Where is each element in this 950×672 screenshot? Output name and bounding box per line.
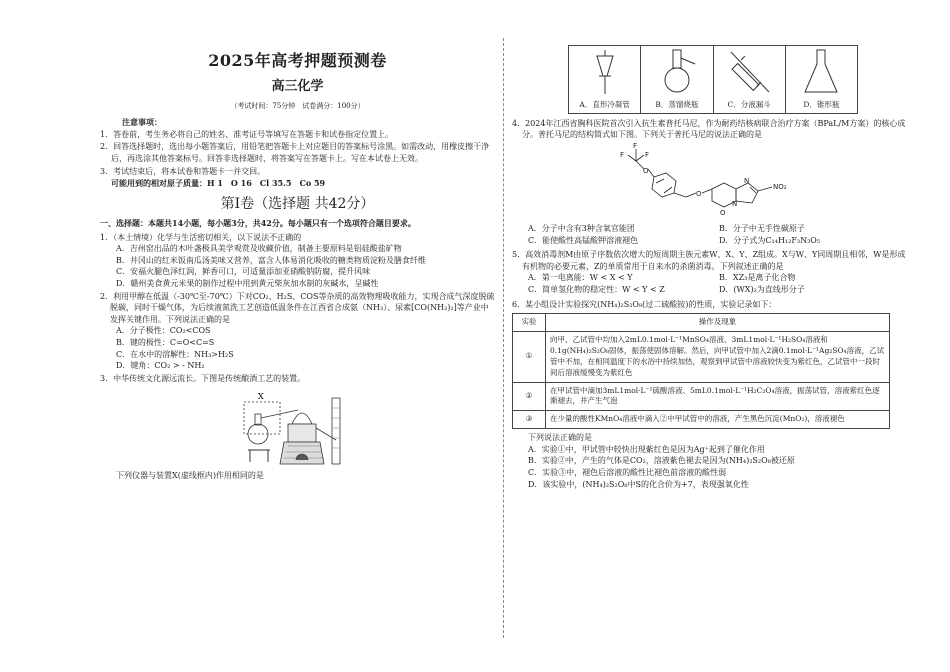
q2-option-b: B．键的极性：C=O<C=S bbox=[116, 337, 215, 347]
condenser-icon bbox=[725, 48, 773, 96]
exam-info: （考试时间：75分钟 试卷满分：100分） bbox=[230, 102, 365, 111]
experiment-text: 在少量的酸性KMnO₄溶液中滴入②中甲试管中的溶液，产生黑色沉淀(MnO₂)，溶液褪色 bbox=[546, 411, 890, 429]
paper-title: 2025年高考押题预测卷 bbox=[208, 51, 387, 70]
question-2-stem: 2．利用甲醇在低温（-30℃至-70℃）下对CO₂、H₂S、COS等杂质的高效物理吸收能力，实现合成气深度脱硫脱碳，同时干燥气体，为后续液氮洗工艺创造低温条件在江西省合成氨（NH₃）、尿素[CO(NH₂)₂]等产业中发挥关键作用。下列说法正确的是 bbox=[100, 291, 495, 324]
q1-option-b: B．井冈山的红米饭南瓜汤美味又营养，富含人体易消化吸收的糖类物质淀粉及膳食纤维 bbox=[116, 255, 426, 265]
q2-option-d: D．键角：CO₂ > - NH₂ bbox=[116, 361, 205, 371]
experiment-text: 在甲试管中滴加3mL1mol·L⁻¹硫酸溶液、5mL0.1mol·L⁻¹H₂C₂O₄溶液，振荡试管，溶液紫红色逐渐褪去，并产生气泡 bbox=[546, 382, 890, 411]
experiment-text: 向甲、乙试管中均加入2mL0.1mol·L⁻¹MnSO₄溶液、3mL1mol·L⁻¹H₂SO₄溶液和0.1g(NH₄)₂S₂O₈固体，振荡使固体溶解。然后，向甲试管中加入2滴0.1mol·L⁻¹Ag₂SO₄溶液，乙试管中不加，在相同温度下的水浴中持续加热，观察到甲试管中溶液较快变为紫红色，乙试管中一段时间后溶液缓慢变为紫红色 bbox=[546, 332, 890, 383]
oxygen-label: O bbox=[720, 209, 726, 218]
experiment-id: ② bbox=[513, 382, 546, 411]
notice-list bbox=[100, 129, 495, 190]
atomic-masses: 可能用到的相对原子质量：H 1 O 16 Cl 35.5 Co 59 bbox=[111, 178, 326, 189]
table-header-cell: 操作及现象 bbox=[546, 314, 890, 332]
left-column bbox=[100, 45, 495, 482]
apparatus-label-a: A．直形冷凝管 bbox=[579, 100, 630, 109]
q4-option-d: D．分子式为C₁₄H₁₂F₃N₃O₅ bbox=[719, 235, 821, 245]
brewing-apparatus-drawing bbox=[240, 388, 355, 466]
question-3-stem: 3．中华传统文化源远流长。下图是传统酿酒工艺的装置。 bbox=[100, 373, 306, 383]
q6-option-d: D．该实验中，(NH₄)₂S₂O₈中S的化合价为+7，表现强氧化性 bbox=[528, 479, 749, 489]
paper-subtitle: 高三化学 bbox=[271, 79, 324, 95]
q6-option-b: B．实验②中，产生的气体是CO₂，溶液紫色褪去是因为(NH₄)₂S₂O₈被还原 bbox=[528, 456, 795, 466]
nitrogen-label: N bbox=[732, 200, 738, 209]
experiment-id: ① bbox=[513, 332, 546, 383]
notice-heading: 注意事项： bbox=[122, 117, 162, 128]
table-row bbox=[513, 382, 890, 411]
q4-option-c: C．能使酸性高锰酸钾溶液褪色 bbox=[528, 235, 639, 245]
right-column bbox=[512, 45, 910, 490]
part-title: 第Ⅰ卷（选择题 共42分） bbox=[220, 195, 375, 212]
apparatus-options-table bbox=[568, 45, 858, 114]
fluorine-label: F bbox=[633, 143, 638, 151]
experiment-id: ③ bbox=[513, 411, 546, 429]
notice-item: 1．答卷前，考生务必将自己的姓名、准考证号等填写在答题卡和试卷指定位置上。 bbox=[100, 129, 394, 139]
distillation-flask-icon bbox=[657, 48, 697, 96]
q1-option-a: A．吉州窑出品的木叶盏极具美学观赏及收藏价值，制备主要原料是铝硅酸盐矿物 bbox=[116, 244, 402, 254]
q5-options bbox=[528, 272, 910, 295]
table-row bbox=[513, 332, 890, 383]
q2-option-a: A．分子极性：CO₂<COS bbox=[116, 326, 211, 336]
apparatus-label-d: D．锥形瓶 bbox=[803, 100, 840, 109]
apparatus-option-d bbox=[785, 46, 857, 114]
column-divider bbox=[503, 38, 504, 638]
q2-option-c: C．在水中的溶解性：NH₃>H₂S bbox=[116, 349, 234, 359]
question-6-stem: 6．某小组设计实验探究(NH₄)₂S₂O₈(过二硫酸铵)的性质，实验记录如下： bbox=[512, 299, 777, 309]
q1-option-d: D．赣州美食黄元米果的制作过程中用到黄元柴灰加水制的灰碱水，呈碱性 bbox=[116, 279, 379, 288]
q5-option-d: D．(WX)₂为直线形分子 bbox=[719, 285, 805, 295]
question-6-prompt: 下列说法正确的是 bbox=[528, 433, 592, 443]
apparatus-label-b: B．蒸馏烧瓶 bbox=[655, 100, 699, 109]
separatory-funnel-icon bbox=[585, 48, 625, 96]
notice-item: 2．回答选择题时，选出每小题答案后，用铅笔把答题卡上对应题目的答案标号涂黑。如需改动，用橡皮擦干净后，再选涂其他答案标号。回答非选择题时，将答案写在答题卡上。写在本试卷上无效。 bbox=[100, 142, 490, 163]
apparatus-option-b bbox=[641, 46, 713, 114]
fig-label-x: X bbox=[258, 392, 264, 402]
notice-item: 3．考试结束后，将本试卷和答题卡一并交回。 bbox=[100, 166, 266, 176]
q1-option-c: C．安福火腿色泽红润，鲜香可口，可适量添加亚硝酸钠防腐，提升风味 bbox=[116, 267, 371, 277]
pretomanid-structure bbox=[616, 143, 806, 223]
question-3-prompt: 下列仪器与装置X(虚线框内)作用相同的是 bbox=[116, 471, 264, 481]
q6-option-c: C．实验③中，褪色后溶液的酸性比褪色前溶液的酸性弱 bbox=[528, 468, 727, 477]
q5-option-b: B．XZ₃是离子化合物 bbox=[719, 273, 796, 283]
question-1-stem: 1．（本土情境）化学与生活密切相关，以下说法不正确的 bbox=[100, 232, 302, 242]
q4-option-b: B．分子中无手性碳原子 bbox=[719, 224, 805, 234]
nitrogen-label: N bbox=[744, 177, 750, 186]
fluorine-label: F bbox=[620, 151, 625, 160]
oxygen-label: O bbox=[696, 190, 702, 199]
q4-option-a: A．分子中含有3种含氧官能团 bbox=[528, 224, 635, 234]
question-4-stem: 4．2024年江西省胸科医院首次引入抗生素普托马尼，作为耐药结核病联合治疗方案（BPaL/M方案）的核心成分。普托马尼的结构简式如下图。下列关于普托马尼的说法正确的是 bbox=[512, 118, 906, 140]
q6-option-a: A．实验①中，甲试管中较快出现紫红色是因为Ag⁺起到了催化作用 bbox=[528, 444, 765, 454]
brewing-apparatus-figure bbox=[240, 388, 355, 466]
table-header-cell: 实验 bbox=[513, 314, 546, 332]
apparatus-option-a bbox=[569, 46, 641, 114]
table-row bbox=[513, 411, 890, 429]
conical-flask-icon bbox=[801, 48, 841, 96]
apparatus-option-c bbox=[713, 46, 785, 114]
apparatus-label-c: C．分液漏斗 bbox=[727, 100, 771, 109]
question-5-stem: 5．高效消毒剂M由原子序数依次增大的短周期主族元素W、X、Y、Z组成。X与W、Y同周期且相邻，W是形成有机物的必要元素，Z的单质常用于自来水的杀菌消毒。下列叙述正确的是 bbox=[512, 250, 906, 271]
q4-options bbox=[528, 223, 910, 246]
section-intro: 一、选择题：本题共14小题，每小题3分，共42分。每小题只有一个选项符合题目要求。 bbox=[100, 218, 416, 229]
fluorine-label: F bbox=[645, 151, 650, 160]
q5-option-a: A．第一电离能：W < X < Y bbox=[528, 273, 633, 283]
nitro-group-label: NO₂ bbox=[773, 183, 787, 192]
table-header-row bbox=[513, 314, 890, 332]
experiment-table bbox=[512, 313, 890, 429]
q5-option-c: C．简单氢化物的稳定性：W < Y < Z bbox=[528, 285, 665, 295]
oxygen-label: O bbox=[643, 167, 649, 176]
